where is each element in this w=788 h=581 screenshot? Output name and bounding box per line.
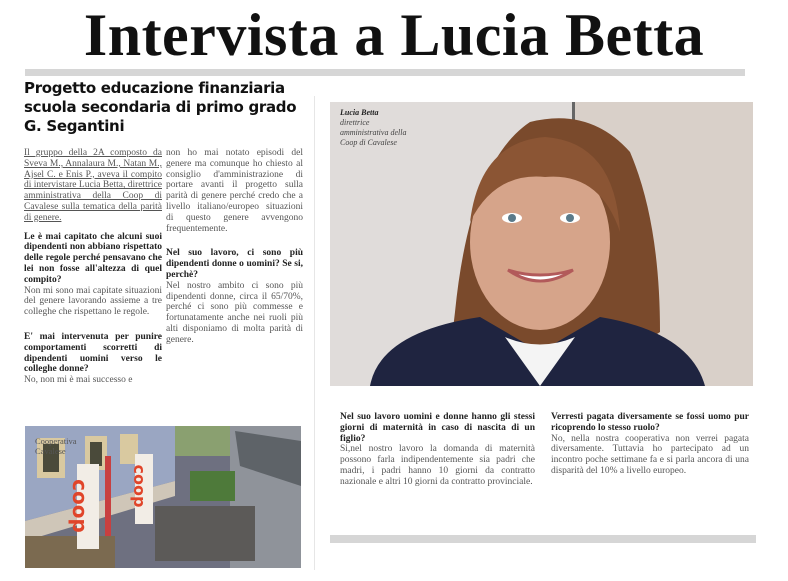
page-title: Intervista a Lucia Betta <box>83 2 705 68</box>
question: Nel suo lavoro uomini e donne hanno gli stessi giorni di maternità in caso di nascita di un figlio? <box>340 412 535 444</box>
column-middle <box>166 148 303 354</box>
title-divider <box>25 69 745 76</box>
caption-role: direttrice amministrativa della Coop di Cavalese <box>340 118 407 147</box>
caption-name: Lucia Betta <box>340 108 379 117</box>
portrait-photo <box>330 102 753 386</box>
headline-line: Progetto educazione finanziaria <box>24 79 285 97</box>
coop-logo: coop <box>68 479 92 533</box>
column-bottom-right <box>551 412 749 485</box>
question: Le è mai capitato che alcuni suoi dipendenti non abbiano rispettato delle regole perché pensavano che lei non fosse all'altezza di quel compito? <box>24 231 162 285</box>
answer: No, non mi è mai successo e <box>24 375 133 386</box>
article-headline <box>24 79 324 136</box>
answer: Nel nostro ambito ci sono più dipendenti donne, circa il 65/70%, perché ci sono più commesse e fortunatamente anche nei ruoli più alti disponiamo di molta parità di genere. <box>166 280 303 345</box>
question: E' mai intervenuta per punire comportamenti scorretti di dipendenti uomini verso le colleghe donne? <box>24 331 162 375</box>
answer: Si,nel nostro lavoro la domanda di maternità possono farla indipendentemente sia padri che madri, i padri hanno 10 giorni da contratto nazionale e altri 10 giorni da contratto provinciale. <box>340 444 535 487</box>
answer: No, nella nostra cooperativa non verrei pagata diversamente. Tuttavia ho partecipato ad un incontro poche settimane fa e si parla ancora di una disparità del 10% a livello europeo. <box>551 433 749 476</box>
question: Nel suo lavoro, ci sono più dipendenti donne o uomini? Se si, perchè? <box>166 248 303 280</box>
photo-caption <box>340 108 410 148</box>
question: Verresti pagata diversamente se fossi uomo pur ricoprendo lo stesso ruolo? <box>551 412 749 433</box>
coop-logo: coop <box>130 464 149 508</box>
headline-line: G. Segantini <box>24 117 125 135</box>
intro-text: Il gruppo della 2A composto da Sveva M., Annalaura M., Natan M., Ajsel C. e Enis P., aveva il compito di intervistare Lucia Betta, direttrice amministrativa della Coop di Cavalese sulla tematica della parità di genere. <box>24 148 162 223</box>
bottom-divider <box>330 535 756 543</box>
headline-line: scuola secondaria di primo grado <box>24 98 297 116</box>
answer-continued: non ho mai notato episodi del genere ma comunque ho chiesto al consiglio d'amministrazione di portare avanti il progetto sulla parità di genere perché credo che a livello italiano/europeo situazioni di questo genere avvengono frequentemente. <box>166 148 303 234</box>
column-bottom-left <box>340 412 535 496</box>
column-left <box>24 148 162 386</box>
cooperative-photo <box>25 426 301 568</box>
answer: Non mi sono mai capitate situazioni del genere lavorando assieme a tre colleghe che rispettano le regole. <box>24 285 162 318</box>
photo2-caption: Cooperativa Cavalese <box>35 436 77 456</box>
column-divider <box>314 96 315 570</box>
